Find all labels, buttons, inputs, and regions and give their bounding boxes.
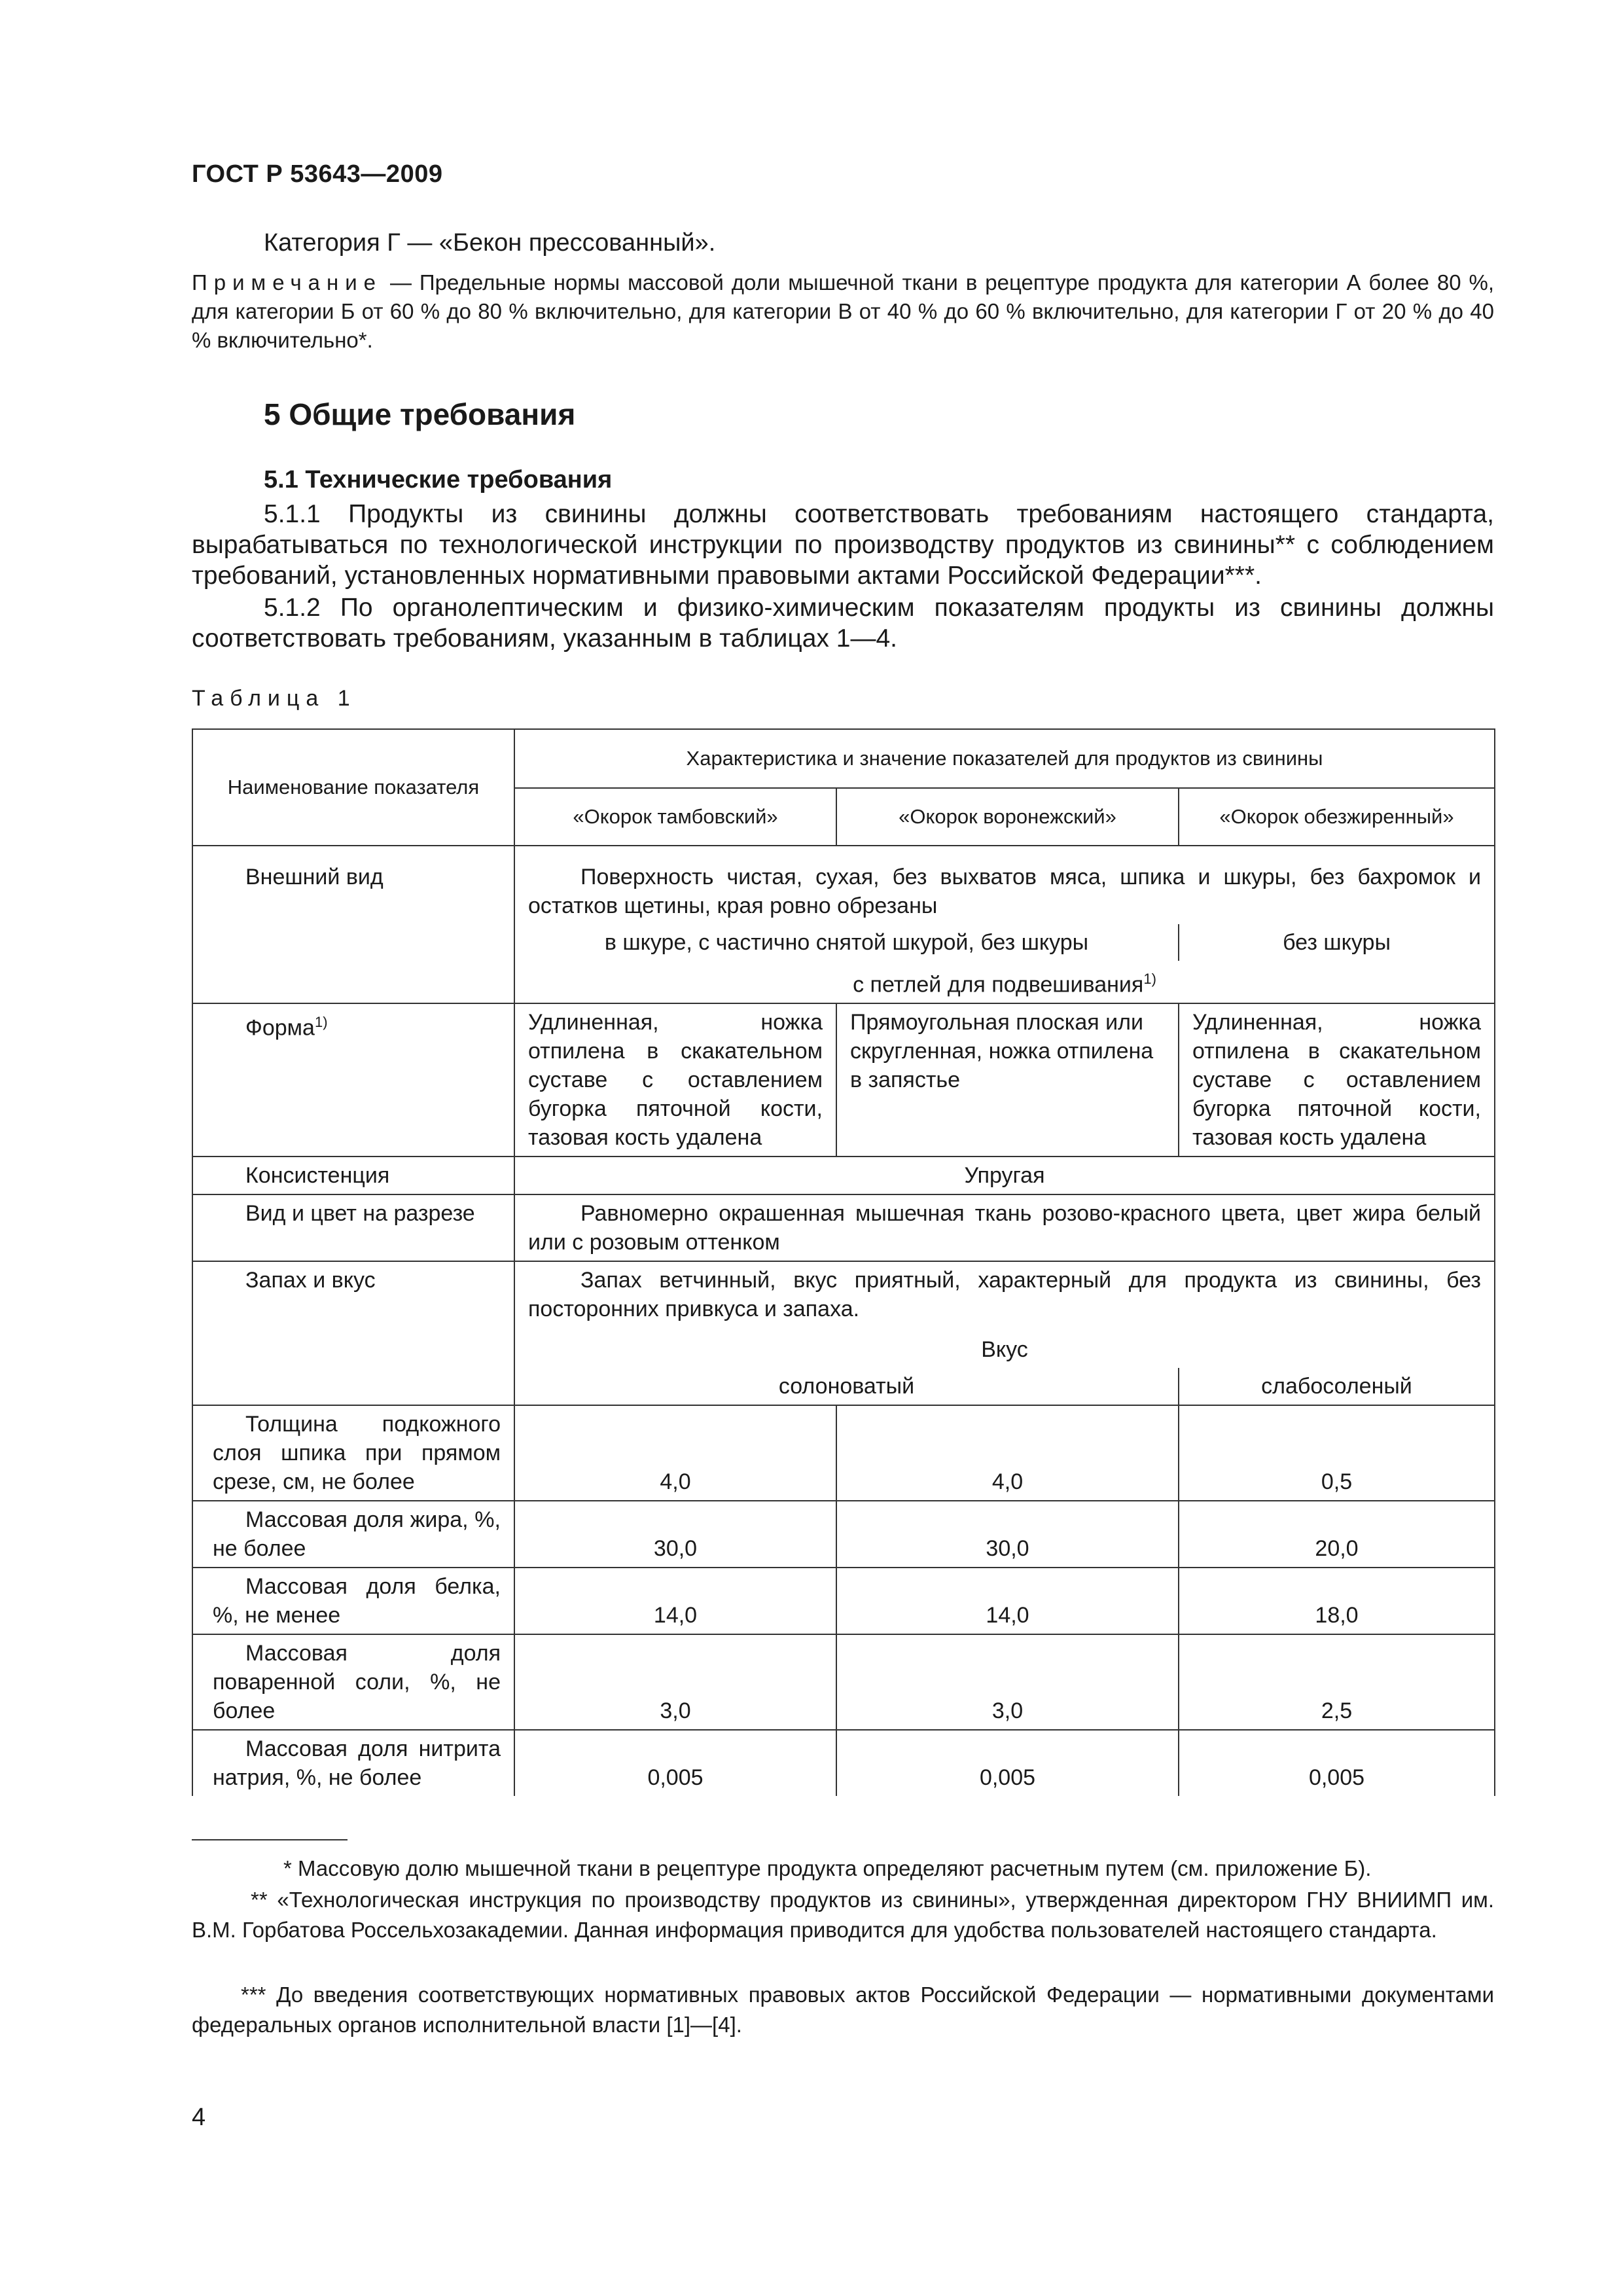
appearance-skin-12: в шкуре, с частично снятой шкурой, без шкуры [514, 924, 1179, 961]
appearance-loop-text: с петлей для подвешивания [853, 972, 1144, 997]
row-appearance-name: Внешний вид [192, 859, 514, 1003]
paragraph-5-1-1: 5.1.1 Продукты из свинины должны соответствовать требованиям настоящего стандарта, вырабатываться по технологической инструкции по производству продуктов из свинины** с соблюдением требований, установленных нормативными правовыми актами Российской Федерации***. [192, 500, 1494, 590]
footnote-separator [192, 1839, 348, 1840]
paragraph-5-1-2: 5.1.2 По органолептическим и физико-химическим показателям продукты из свинины должны соответствовать требованиям, указанным в таблицах 1—4. [192, 594, 1494, 653]
head-indicator-name: Наименование показателя [192, 729, 514, 846]
row-shape-name [192, 1003, 514, 1157]
row-fat-layer-name: Толщина подкожного слоя шпика при прямом срезе, см, не более [192, 1405, 514, 1501]
shape-name-sup: 1) [314, 1014, 328, 1031]
fat-layer-v1: 4,0 [514, 1405, 836, 1501]
note-text: — Предельные нормы массовой доли мышечной ткани в рецептуре продукта для категории А более 80 %, для категории Б от 60 % до 80 % включительно, для категории В от 40 % до 60 % включительно, для категории Г от 20 % до 40 % включительно*. [192, 270, 1494, 352]
category-g-text: Категория Г — «Бекон прессованный». [264, 229, 716, 257]
protein-v2: 14,0 [836, 1568, 1179, 1634]
head-col-tambov: «Окорок тамбовский» [514, 788, 836, 846]
row-nitrite-name: Массовая доля нитрита натрия, %, не более [192, 1730, 514, 1796]
footnote-1: * Массовую долю мышечной ткани в рецептуре продукта определяют расчетным путем (см. приложение Б). [283, 1856, 1372, 1880]
shape-name-text: Форма [245, 1015, 315, 1041]
footnote-3: *** До введения соответствующих нормативных правовых актов Российской Федерации — нормативными документами федеральных органов исполнительной власти [1]—[4]. [192, 1982, 1494, 2037]
fat-layer-v2: 4,0 [836, 1405, 1179, 1501]
shape-fatfree: Удлиненная, ножка отпилена в скакательном суставе с оставлением бугорка пяточной кости, тазовая кость удалена [1179, 1003, 1495, 1157]
shape-voronezh: Прямоугольная плоская или скругленная, ножка отпилена в запястье [836, 1003, 1179, 1157]
table-1 [192, 728, 1494, 1796]
row-protein-name: Массовая доля белка, %, не менее [192, 1568, 514, 1634]
note-paragraph [192, 268, 1494, 355]
fat-share-v3: 20,0 [1179, 1501, 1495, 1568]
section-5-heading: 5 Общие требования [264, 397, 576, 431]
salt-v2: 3,0 [836, 1634, 1179, 1730]
row-cut-name: Вид и цвет на разрезе [192, 1194, 514, 1261]
protein-v1: 14,0 [514, 1568, 836, 1634]
appearance-loop [514, 961, 1495, 1003]
fat-layer-v3: 0,5 [1179, 1405, 1495, 1501]
protein-v3: 18,0 [1179, 1568, 1495, 1634]
nitrite-v3: 0,005 [1179, 1730, 1495, 1796]
taste-12: солоноватый [514, 1368, 1179, 1405]
nitrite-v1: 0,005 [514, 1730, 836, 1796]
table-caption: Таблица 1 [192, 686, 357, 711]
row-salt-name: Массовая доля поваренной соли, %, не более [192, 1634, 514, 1730]
taste-label: Вкус [514, 1327, 1495, 1368]
head-col-voronezh: «Окорок воронежский» [836, 788, 1179, 846]
row-consistency-name: Консистенция [192, 1157, 514, 1194]
document-header: ГОСТ Р 53643—2009 [192, 160, 443, 188]
nitrite-v2: 0,005 [836, 1730, 1179, 1796]
cut-value: Равномерно окрашенная мышечная ткань розово-красного цвета, цвет жира белый или с розовым оттенком [514, 1194, 1495, 1261]
salt-v1: 3,0 [514, 1634, 836, 1730]
head-group: Характеристика и значение показателей для продуктов из свинины [514, 729, 1495, 788]
page-number: 4 [192, 2104, 206, 2131]
fat-share-v2: 30,0 [836, 1501, 1179, 1568]
salt-v3: 2,5 [1179, 1634, 1495, 1730]
head-col-fatfree: «Окорок обезжиренный» [1179, 788, 1495, 846]
fat-share-v1: 30,0 [514, 1501, 836, 1568]
smell-value: Запах ветчинный, вкус приятный, характерный для продукта из свинины, без посторонних привкуса и запаха. [514, 1261, 1495, 1327]
consistency-value: Упругая [514, 1157, 1495, 1194]
row-smell-name: Запах и вкус [192, 1261, 514, 1405]
taste-3: слабосоленый [1179, 1368, 1495, 1405]
row-fat-share-name: Массовая доля жира, %, не более [192, 1501, 514, 1568]
appearance-skin-3: без шкуры [1179, 924, 1495, 961]
section-5-1-heading: 5.1 Технические требования [264, 466, 613, 493]
appearance-common: Поверхность чистая, сухая, без выхватов мяса, шпика и шкуры, без бахромок и остатков щетины, края ровно обрезаны [514, 859, 1495, 924]
shape-tambov: Удлиненная, ножка отпилена в скакательном суставе с оставлением бугорка пяточной кости, тазовая кость удалена [514, 1003, 836, 1157]
appearance-loop-sup: 1) [1143, 971, 1156, 987]
footnote-2: ** «Технологическая инструкция по производству продуктов из свинины», утвержденная директором ГНУ ВНИИМП им. В.М. Горбатова Россельхозакадемии. Данная информация приводится для удобства пользователей настоящего стандарта. [192, 1888, 1494, 1942]
note-label: Примечание [192, 270, 383, 295]
